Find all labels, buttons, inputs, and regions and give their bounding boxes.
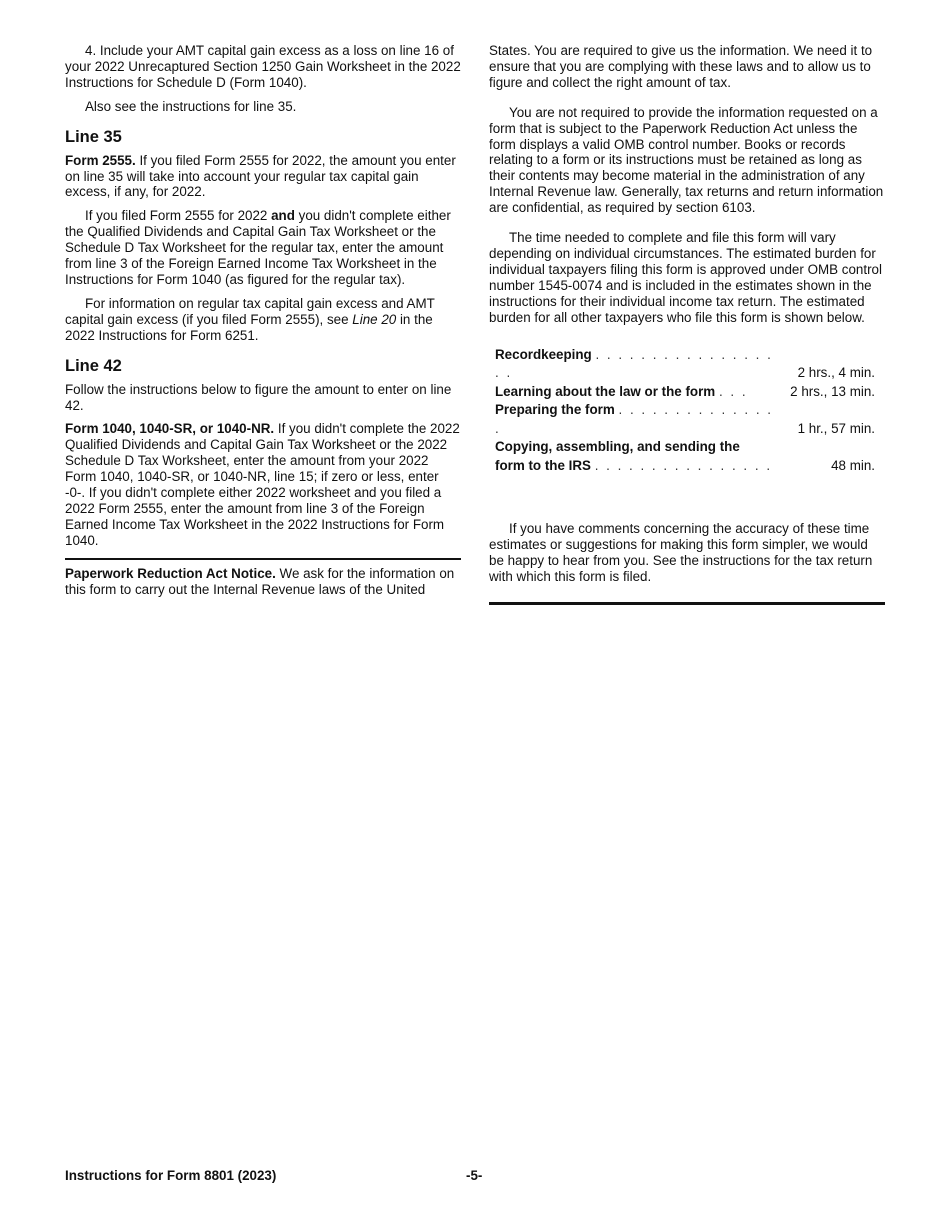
form-1040-paragraph: Form 1040, 1040-SR, or 1040-NR. If you didn't complete the 2022 Qualified Dividends and Capital Gain Tax Worksheet or the 2022 Schedule D Tax Worksheet, enter the amount from your 2022 Form 1040, 1040-SR, or 1040-NR, line 15; if zero or less, enter -0-. If you didn't complete either 2022 worksheet and you filed a 2022 Form 2555, enter the amount from line 3 of the Foreign Earned Income Tax Worksheet in the 2022 Instructions for Form 1040. [65,421,460,548]
line-42-intro: Follow the instructions below to figure the amount to enter on line 42. [65,381,452,413]
table-row: Recordkeeping . . . . . . . . . . . . . . . . . . 2 hrs., 4 min. [495,346,875,383]
comments-paragraph: If you have comments concerning the accuracy of these time estimates or suggestions for making this form simpler, we would be happy to hear from you. See the instructions for the tax return with which this form is filed. [489,521,873,584]
table-row: form to the IRS . . . . . . . . . . . . . . . . 48 min. [495,457,875,476]
line-42-heading: Line 42 [65,356,122,375]
right-column [489,43,885,605]
burden-label: Recordkeeping [495,346,592,362]
omb-paragraph: You are not required to provide the information requested on a form that is subject to the Paperwork Reduction Act unless the form displays a valid OMB control number. Books or records relating to a form or its instructions must be retained as long as their contents may become material in the administration of any Internal Revenue law. Generally, tax returns and return information are confidential, as required by section 6103. [489,104,884,216]
left-column [65,43,461,597]
line-35-heading: Line 35 [65,127,122,146]
form-2555-worksheet-paragraph: If you filed Form 2555 for 2022 and you didn't complete either the Qualified Dividends and Capital Gain Tax Worksheet or the Schedule D Tax Worksheet for the regular tax, enter the amount from line 3 of the Foreign Earned Income Tax Worksheet in the Instructions for Form 1040 (as figured for the regular tax). [65,208,451,287]
form-2555-lead: Form 2555. [65,152,136,168]
burden-label: Learning about the law or the form [495,383,716,399]
burden-value: 1 hr., 57 min. [797,420,875,436]
page-number: -5- [466,1168,483,1183]
capital-gain-info-paragraph: For information on regular tax capital gain excess and AMT capital gain excess (if you filed Form 2555), see Line 20 in the 2022 Instructions for Form 6251. [65,295,435,343]
table-row: Learning about the law or the form . . . 2 hrs., 13 min. [495,383,875,402]
burden-value: 2 hrs., 13 min. [790,383,875,399]
burden-label: Preparing the form [495,402,615,417]
footer-title: Instructions for Form 8801 (2023) [65,1168,277,1183]
line-20-reference: Line 20 [352,311,397,327]
paperwork-divider [65,558,461,598]
burden-value: 2 hrs., 4 min. [797,365,875,380]
see-line-35-note: Also see the instructions for line 35. [85,98,297,114]
table-row [495,438,875,457]
form-1040-lead: Form 1040, 1040-SR, or 1040-NR. [65,421,275,437]
pra-continued: States. You are required to give us the information. We need it to ensure that you are complying with these laws and to allow us to figure and collect the right amount of tax. [489,43,873,90]
paperwork-notice: Paperwork Reduction Act Notice. We ask for the information on this form to carry out the Internal Revenue laws of the United [65,565,455,597]
amt-step-4: 4. Include your AMT capital gain excess as a loss on line 16 of your 2022 Unrecaptured Section 1250 Gain Worksheet in the 2022 Instructions for Schedule D (Form 1040). [65,43,461,90]
burden-label: Copying, assembling, and sending the [495,439,740,454]
burden-label: form to the IRS [495,457,591,473]
paperwork-lead: Paperwork Reduction Act Notice. [65,565,276,581]
burden-value: 48 min. [831,457,875,473]
table-row: Preparing the form . . . . . . . . . . . . . . . 1 hr., 57 min. [495,401,875,438]
end-divider [489,602,885,605]
burden-paragraph: The time needed to complete and file this form will vary depending on individual circumstances. The estimated burden for individual taxpayers filing this form is approved under OMB control number 1545-0074 and is included in the estimates shown in the instructions for their individual income tax return. The estimated burden for all other taxpayers who file this form is shown below. [489,230,882,325]
burden-table [495,346,875,476]
form-2555-paragraph: Form 2555. If you filed Form 2555 for 2022, the amount you enter on line 35 will take into account your regular tax capital gain excess, if any, for 2022. [65,152,456,200]
